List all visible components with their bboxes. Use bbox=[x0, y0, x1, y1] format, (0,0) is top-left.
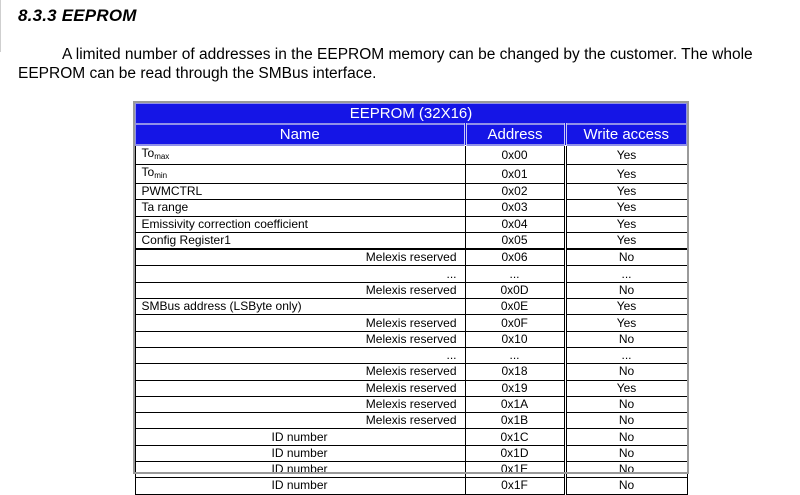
cell-name-text: PWMCTRL bbox=[141, 184, 203, 199]
table-row bbox=[135, 478, 687, 494]
cell-name bbox=[135, 315, 465, 331]
cell-name bbox=[135, 232, 465, 249]
cell-name bbox=[135, 282, 465, 298]
cell-name bbox=[135, 216, 465, 232]
cell-address: 0x06 bbox=[465, 249, 565, 266]
cell-name bbox=[135, 396, 465, 412]
cell-address: 0x0D bbox=[465, 282, 565, 298]
cell-name-text: ID number bbox=[271, 429, 328, 444]
cell-name-text: Melexis reserved bbox=[365, 397, 457, 411]
cell-name bbox=[135, 429, 465, 445]
cell-write-access: No bbox=[565, 462, 687, 478]
cell-name-text: ... bbox=[446, 266, 457, 281]
cell-write-access: No bbox=[565, 413, 687, 429]
table-row bbox=[135, 165, 687, 184]
table-row bbox=[135, 396, 687, 412]
cell-name-text: To bbox=[141, 165, 155, 179]
table-row bbox=[135, 331, 687, 347]
table-row bbox=[135, 462, 687, 478]
cell-address: 0x19 bbox=[465, 380, 565, 396]
cell-name-subscript: max bbox=[154, 152, 170, 161]
cell-address: 0x1E bbox=[465, 462, 565, 478]
table-body bbox=[135, 145, 687, 494]
cell-address: 0x03 bbox=[465, 200, 565, 216]
table-row bbox=[135, 380, 687, 396]
cell-address: ... bbox=[465, 347, 565, 363]
table-row bbox=[135, 413, 687, 429]
table-row bbox=[135, 145, 687, 165]
cell-address: 0x1C bbox=[465, 429, 565, 445]
cell-name-text: Emissivity correction coefficient bbox=[141, 216, 308, 231]
cell-name-text: SMBus address (LSByte only) bbox=[141, 299, 302, 314]
cell-address: 0x0E bbox=[465, 299, 565, 315]
table-row bbox=[135, 266, 687, 282]
table-row bbox=[135, 184, 687, 200]
cell-name-text: To bbox=[141, 146, 155, 160]
cell-name bbox=[135, 413, 465, 429]
eeprom-table bbox=[134, 102, 688, 495]
intro-paragraph-text: A limited number of addresses in the EEPROM memory can be changed by the customer. The whole EEPROM can be read through the SMBus interface. bbox=[18, 46, 753, 82]
cell-address: 0x0F bbox=[465, 315, 565, 331]
cell-write-access: No bbox=[565, 331, 687, 347]
cell-write-access: No bbox=[565, 396, 687, 412]
cell-name bbox=[135, 347, 465, 363]
cell-name-text: Melexis reserved bbox=[365, 282, 457, 297]
cell-name bbox=[135, 165, 465, 184]
cell-name bbox=[135, 184, 465, 200]
cell-name-text: Melexis reserved bbox=[365, 315, 457, 330]
cell-name bbox=[135, 462, 465, 478]
cell-name-subscript: min bbox=[154, 171, 168, 180]
cell-write-access: No bbox=[565, 445, 687, 461]
table-row bbox=[135, 249, 687, 266]
cell-name-text: Melexis reserved bbox=[365, 413, 457, 428]
table-row bbox=[135, 232, 687, 249]
table-row bbox=[135, 364, 687, 380]
cell-name-text: ID number bbox=[271, 478, 328, 493]
table-title: EEPROM (32X16) bbox=[135, 103, 687, 124]
table-row bbox=[135, 299, 687, 315]
cell-write-access: ... bbox=[565, 266, 687, 282]
cell-write-access: No bbox=[565, 429, 687, 445]
cell-name bbox=[135, 145, 465, 165]
cell-write-access: No bbox=[565, 249, 687, 266]
cell-address: 0x04 bbox=[465, 216, 565, 232]
cell-write-access: No bbox=[565, 478, 687, 494]
cell-write-access: Yes bbox=[565, 299, 687, 315]
table-row bbox=[135, 445, 687, 461]
cell-address: 0x00 bbox=[465, 145, 565, 165]
table-row bbox=[135, 315, 687, 331]
column-header-write-access: Write access bbox=[565, 124, 687, 145]
cell-address: 0x1F bbox=[465, 478, 565, 494]
cell-write-access: Yes bbox=[565, 200, 687, 216]
column-header-name: Name bbox=[135, 124, 465, 145]
cell-address: 0x1B bbox=[465, 413, 565, 429]
cell-name bbox=[135, 364, 465, 380]
cell-name-text: Ta range bbox=[141, 200, 189, 215]
cell-name bbox=[135, 299, 465, 315]
cell-write-access: Yes bbox=[565, 165, 687, 184]
cell-name bbox=[135, 380, 465, 396]
margin-rule bbox=[0, 0, 1, 52]
cell-write-access: ... bbox=[565, 347, 687, 363]
cell-name bbox=[135, 200, 465, 216]
cell-write-access: No bbox=[565, 282, 687, 298]
cell-name bbox=[135, 266, 465, 282]
cell-address: 0x02 bbox=[465, 184, 565, 200]
table-row bbox=[135, 429, 687, 445]
table-row bbox=[135, 216, 687, 232]
cell-name-text: Melexis reserved bbox=[365, 380, 457, 395]
cell-write-access: Yes bbox=[565, 184, 687, 200]
cell-address: 0x05 bbox=[465, 232, 565, 249]
cell-name bbox=[135, 478, 465, 494]
cell-name-text: Melexis reserved bbox=[365, 364, 457, 379]
cell-name-text: Melexis reserved bbox=[365, 331, 457, 346]
table-row bbox=[135, 200, 687, 216]
cell-write-access: Yes bbox=[565, 380, 687, 396]
section-heading: 8.3.3 EEPROM bbox=[18, 6, 137, 25]
cell-name bbox=[135, 331, 465, 347]
table-row bbox=[135, 347, 687, 363]
cell-write-access: Yes bbox=[565, 145, 687, 165]
cell-address: 0x18 bbox=[465, 364, 565, 380]
cell-address: 0x10 bbox=[465, 331, 565, 347]
cell-address: 0x1D bbox=[465, 445, 565, 461]
intro-paragraph bbox=[18, 45, 798, 83]
cell-name-text: ID number bbox=[271, 445, 328, 460]
cell-name-text: Melexis reserved bbox=[365, 250, 457, 265]
column-header-address: Address bbox=[465, 124, 565, 145]
cell-name-text: ID number bbox=[271, 462, 328, 477]
cell-name-text: ... bbox=[446, 348, 457, 363]
cell-address: 0x01 bbox=[465, 165, 565, 184]
cell-write-access: No bbox=[565, 364, 687, 380]
cell-name bbox=[135, 445, 465, 461]
cell-name bbox=[135, 249, 465, 266]
cell-write-access: Yes bbox=[565, 216, 687, 232]
cell-write-access: Yes bbox=[565, 315, 687, 331]
cell-address: ... bbox=[465, 266, 565, 282]
cell-write-access: Yes bbox=[565, 232, 687, 249]
cell-address: 0x1A bbox=[465, 396, 565, 412]
cell-name-text: Config Register1 bbox=[141, 233, 231, 248]
table-row bbox=[135, 282, 687, 298]
